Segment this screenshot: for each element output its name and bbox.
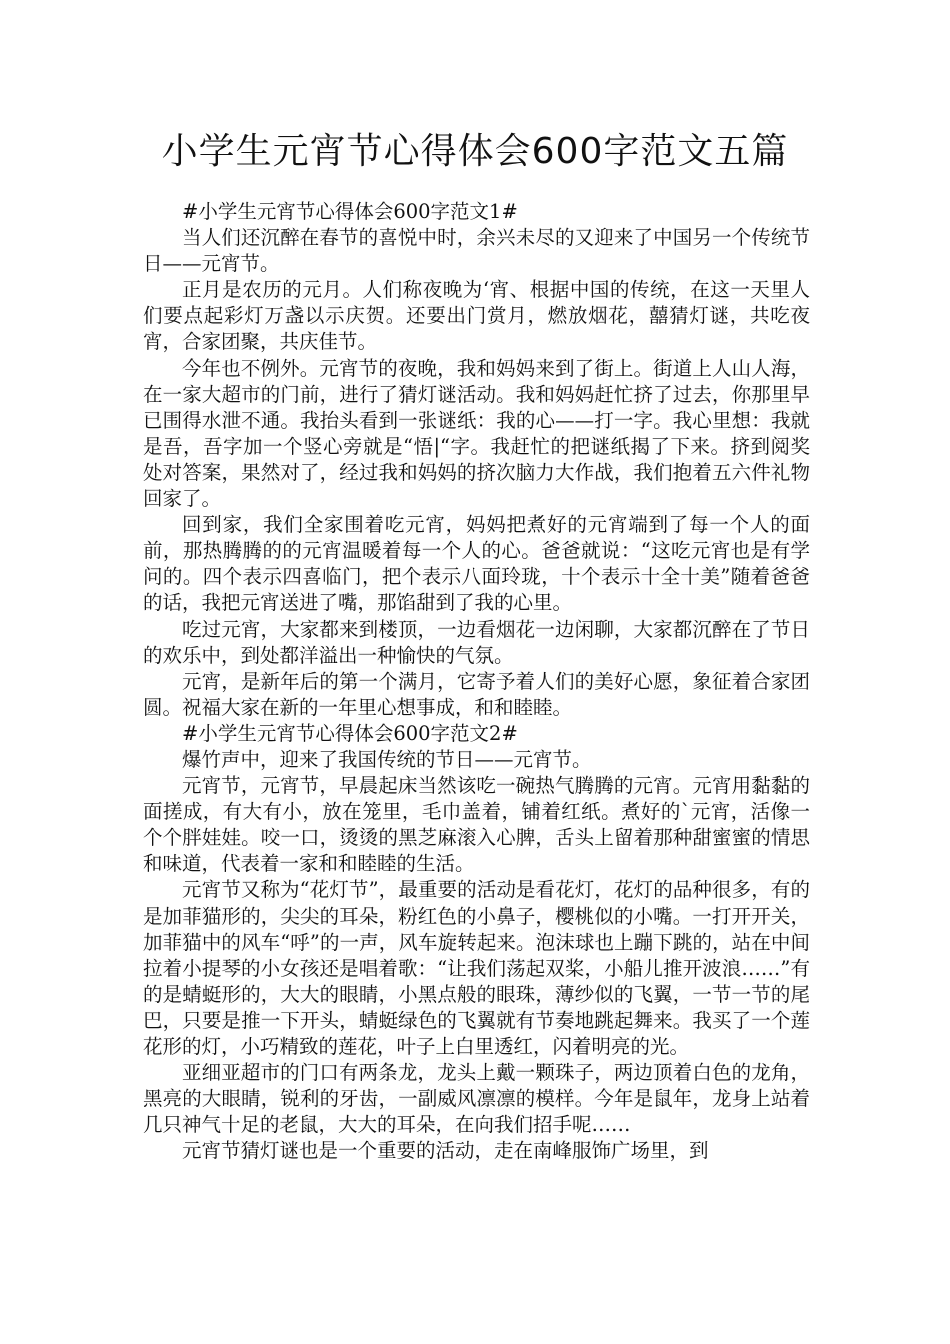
document-title: 小学生元宵节心得体会600字范文五篇: [161, 131, 789, 172]
paragraph: 元宵节又称为“花灯节”，最重要的活动是看花灯，花灯的品种很多，有的是加菲猫形的，尖尖的耳朵，粉红色的小鼻子，樱桃似的小嘴。一打开开关，加菲猫中的风车“呼”的一声，风车旋转起来。泡沫球也上蹦下跳的，站在中间拉着小提琴的小女孩还是唱着歌：“让我们荡起双桨，小船儿推开波浪……”有的是蜻蜓形的，大大的眼睛，小黑点般的眼珠，薄纱似的飞翼，一节一节的尾巴，只要是推一下开头，蜻蜓绿色的飞翼就有节奏地跳起舞来。我买了一个莲花形的灯，小巧精致的莲花，叶子上白里透红，闪着明亮的光。: [143, 878, 810, 1058]
paragraph: 元宵，是新年后的第一个满月，它寄予着人们的美好心愿，象征着合家团圆。祝福大家在新的一年里心想事成，和和睦睦。: [143, 669, 810, 719]
paragraph: 元宵节，元宵节，早晨起床当然该吃一碗热气腾腾的元宵。元宵用黏黏的面搓成，有大有小，放在笼里，毛巾盖着，铺着红纸。煮好的`元宵，活像一个个胖娃娃。咬一口，烫烫的黑芝麻滚入心脾，舌头上留着那种甜蜜蜜的情思和味道，代表着一家和和睦睦的生活。: [143, 774, 810, 876]
section-heading-2: #小学生元宵节心得体会600字范文2#: [182, 721, 518, 745]
paragraph: 当人们还沉醉在春节的喜悦中时，余兴未尽的又迎来了中国另一个传统节日——元宵节。: [143, 226, 810, 276]
paragraph: 爆竹声中，迎来了我国传统的节日——元宵节。: [182, 747, 592, 771]
section-heading-1: #小学生元宵节心得体会600字范文1#: [182, 200, 518, 223]
paragraph: 回到家，我们全家围着吃元宵，妈妈把煮好的元宵端到了每一个人的面前，那热腾腾的的元宵温暖着每一个人的心。爸爸就说：“这吃元宵也是有学问的。四个表示四喜临门，把个表示八面玲珑，十个表示十全十美”随着爸爸的话，我把元宵送进了嘴，那馅甜到了我的心里。: [143, 513, 810, 615]
document-body: [143, 199, 810, 1164]
paragraph: 今年也不例外。元宵节的夜晚，我和妈妈来到了街上。街道上人山人海，在一家大超市的门前，进行了猜灯谜活动。我和妈妈赶忙挤了过去，你那里早已围得水泄不通。我抬头看到一张谜纸：我的心——打一字。我心里想：我就是吾，吾字加一个竖心旁就是“悟|“字。我赶忙的把谜纸揭了下来。挤到阅奖处对答案，果然对了，经过我和妈妈的挤次脑力大作战，我们抱着五六件礼物回家了。: [143, 356, 810, 511]
paragraph: 元宵节猜灯谜也是一个重要的活动，走在南峰服饰广场里，到: [182, 1139, 709, 1163]
paragraph: 吃过元宵，大家都来到楼顶，一边看烟花一边闲聊，大家都沉醉在了节日的欢乐中，到处都洋溢出一种愉快的气氛。: [143, 617, 810, 667]
paragraph: 正月是农历的元月。人们称夜晚为‘宵、根据中国的传统，在这一天里人们要点起彩灯万盏以示庆贺。还要出门赏月，燃放烟花，囍猜灯谜，共吃夜宵，合家团聚，共庆佳节。: [143, 278, 810, 354]
paragraph: 亚细亚超市的门口有两条龙，龙头上戴一颗珠子，两边顶着白色的龙角，黑亮的大眼睛，锐利的牙齿，一副威风凛凛的模样。今年是鼠年，龙身上站着几只神气十足的老鼠，大大的耳朵，在向我们招手呢……: [143, 1061, 810, 1137]
